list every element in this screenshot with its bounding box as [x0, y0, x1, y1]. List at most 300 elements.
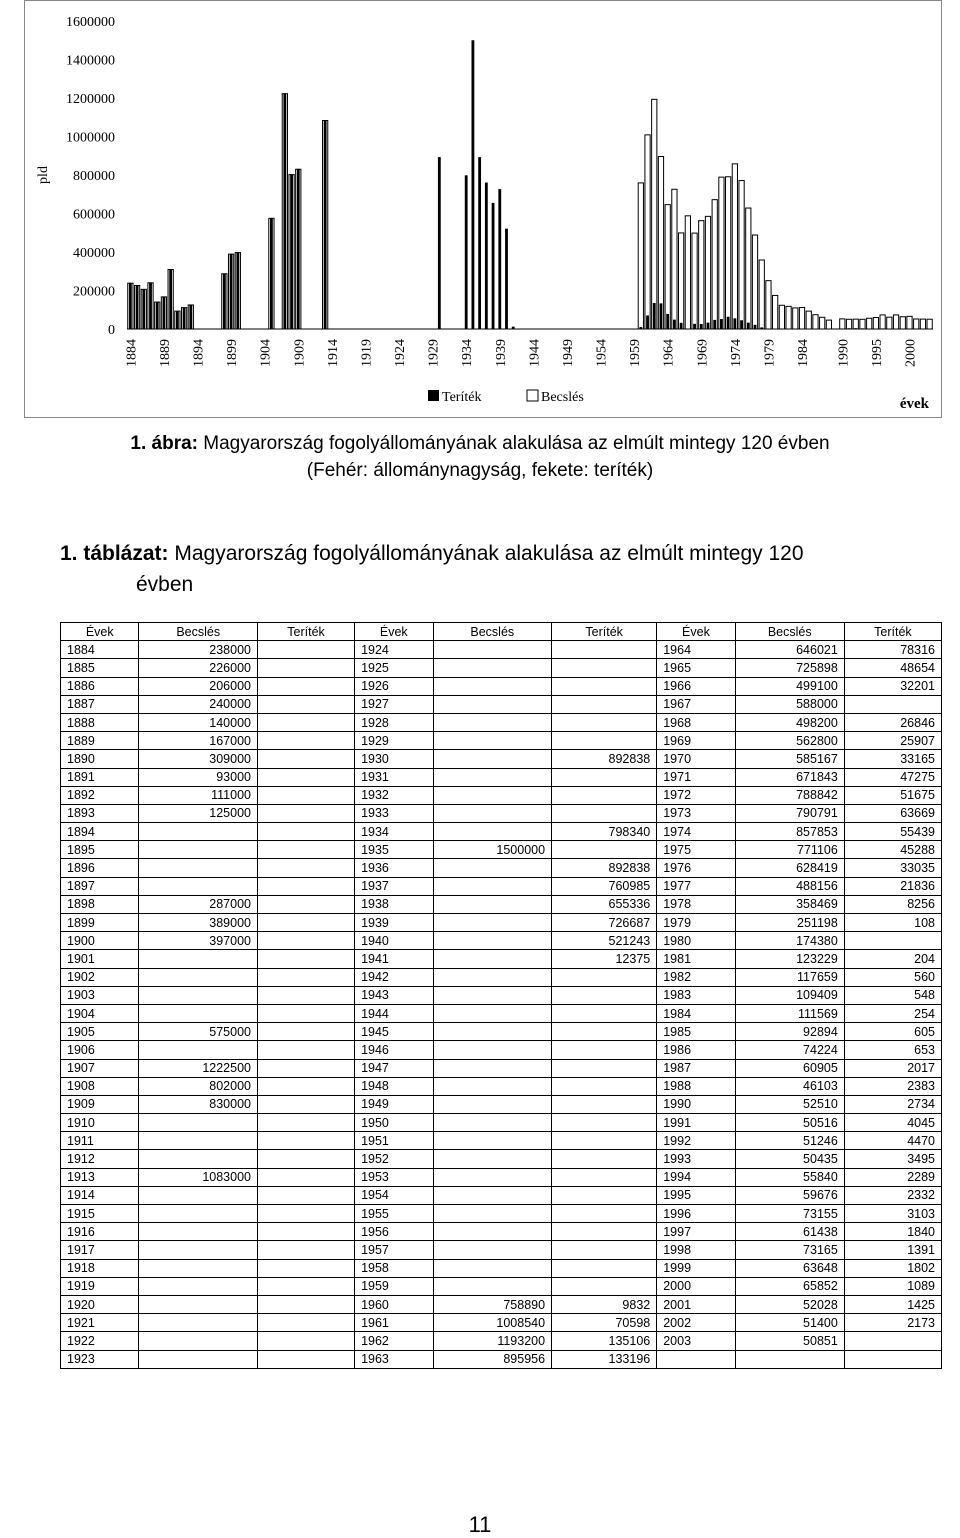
table-cell: [139, 841, 258, 859]
x-tick-label: 1884: [124, 339, 140, 367]
table-cell: 3495: [844, 1150, 941, 1168]
table-cell: [257, 968, 354, 986]
table-row: [61, 732, 942, 750]
table-cell: 74224: [735, 1041, 844, 1059]
bar-teritek: [700, 324, 703, 329]
table-cell: 1947: [355, 1059, 433, 1077]
bar-teritek: [169, 270, 172, 329]
bar-teritek: [740, 320, 743, 329]
bar-becsles: [705, 216, 710, 329]
table-cell: [433, 1114, 552, 1132]
table-cell: [139, 1223, 258, 1241]
table-cell: 45288: [844, 841, 941, 859]
table-cell: 254: [844, 1004, 941, 1022]
table-cell: 1982: [657, 968, 735, 986]
table-cell: 1985: [657, 1023, 735, 1041]
table-cell: 758890: [433, 1295, 552, 1313]
table-cell: 26846: [844, 713, 941, 731]
table-cell: 790791: [735, 804, 844, 822]
table-cell: 1919: [61, 1277, 139, 1295]
table-header-cell: Teríték: [844, 623, 941, 641]
table-cell: [433, 1186, 552, 1204]
table-cell: 73165: [735, 1241, 844, 1259]
table-cell: 1937: [355, 877, 433, 895]
table-cell: 1991: [657, 1114, 735, 1132]
x-tick-label: 1924: [393, 339, 409, 367]
bar-becsles: [672, 189, 677, 329]
table-cell: [257, 695, 354, 713]
table-cell: 1964: [657, 641, 735, 659]
x-tick-label: 1959: [628, 339, 644, 367]
figure-caption-text: Magyarország fogolyállományának alakulása az elmúlt mintegy 120 évben: [198, 433, 830, 454]
table-cell: 1984: [657, 1004, 735, 1022]
bar-teritek: [283, 94, 286, 329]
table-cell: [139, 986, 258, 1004]
table-cell: [139, 1332, 258, 1350]
table-cell: 111000: [139, 786, 258, 804]
table-cell: 1222500: [139, 1059, 258, 1077]
table-cell: [433, 1132, 552, 1150]
table-cell: 1988: [657, 1077, 735, 1095]
table-cell: 1904: [61, 1004, 139, 1022]
x-tick-label: 1964: [661, 339, 677, 367]
table-cell: 1885: [61, 659, 139, 677]
table-title-text: Magyarország fogolyállományának alakulása az elmúlt mintegy 120: [168, 542, 804, 565]
table-cell: [139, 1350, 258, 1368]
table-cell: [433, 950, 552, 968]
table-cell: [433, 786, 552, 804]
bar-teritek: [485, 183, 488, 329]
y-tick-label: 1400000: [66, 53, 115, 69]
table-cell: 117659: [735, 968, 844, 986]
table-cell: [433, 1150, 552, 1168]
table-row: [61, 859, 942, 877]
table-cell: 1391: [844, 1241, 941, 1259]
table-cell: 73155: [735, 1205, 844, 1223]
table-cell: 1959: [355, 1277, 433, 1295]
bar-becsles: [914, 319, 919, 329]
table-cell: [433, 986, 552, 1004]
table-cell: [433, 1241, 552, 1259]
table-cell: 1895: [61, 841, 139, 859]
table-cell: [139, 1259, 258, 1277]
table-cell: 1914: [61, 1186, 139, 1204]
table-cell: 2734: [844, 1095, 941, 1113]
table-cell: [257, 1332, 354, 1350]
table-header-cell: Becslés: [433, 623, 552, 641]
table-cell: 1886: [61, 677, 139, 695]
table-row: [61, 1004, 942, 1022]
table-cell: [257, 1186, 354, 1204]
table-cell: 1940: [355, 932, 433, 950]
table-cell: 12375: [552, 950, 657, 968]
table-cell: 1952: [355, 1150, 433, 1168]
table-cell: [139, 1295, 258, 1313]
table-cell: [257, 659, 354, 677]
bar-becsles: [907, 316, 912, 329]
table-cell: 46103: [735, 1077, 844, 1095]
bar-teritek: [754, 325, 757, 329]
table-title-line2: évben: [136, 573, 194, 596]
table-cell: 1897: [61, 877, 139, 895]
table-cell: [139, 1114, 258, 1132]
bar-teritek: [129, 283, 132, 329]
table-cell: 1960: [355, 1295, 433, 1313]
table-cell: 1925: [355, 659, 433, 677]
table-cell: [257, 1350, 354, 1368]
y-tick-label: 1000000: [66, 130, 115, 146]
table-cell: [257, 641, 354, 659]
table-cell: [433, 1205, 552, 1223]
table-row: [61, 1132, 942, 1150]
table-row: [61, 1095, 942, 1113]
table-cell: [433, 768, 552, 786]
table-cell: 1972: [657, 786, 735, 804]
table-cell: [257, 1004, 354, 1022]
table-row: [61, 1277, 942, 1295]
table-cell: 1890: [61, 750, 139, 768]
table-cell: 1901: [61, 950, 139, 968]
table-cell: [433, 1277, 552, 1295]
table-title: [60, 538, 960, 600]
table-cell: 1891: [61, 768, 139, 786]
table-cell: 1946: [355, 1041, 433, 1059]
table-cell: 174380: [735, 932, 844, 950]
table-cell: [552, 1205, 657, 1223]
table-cell: 109409: [735, 986, 844, 1004]
table-cell: 1995: [657, 1186, 735, 1204]
table-cell: [552, 695, 657, 713]
table-cell: [257, 1295, 354, 1313]
table-cell: [552, 1259, 657, 1277]
table-row: [61, 750, 942, 768]
table-header-cell: Teríték: [257, 623, 354, 641]
table-cell: 8256: [844, 895, 941, 913]
table-cell: 397000: [139, 932, 258, 950]
table-cell: [257, 1059, 354, 1077]
table-cell: 47275: [844, 768, 941, 786]
bar-teritek: [465, 175, 468, 329]
table-row: [61, 768, 942, 786]
table-cell: 1915: [61, 1205, 139, 1223]
bar-becsles: [652, 99, 657, 329]
table-cell: 51246: [735, 1132, 844, 1150]
table-cell: [139, 1186, 258, 1204]
table-cell: 1910: [61, 1114, 139, 1132]
table-cell: 1997: [657, 1223, 735, 1241]
table-row: [61, 1350, 942, 1368]
figure-caption-label: 1. ábra:: [130, 433, 198, 454]
table-cell: 55840: [735, 1168, 844, 1186]
bar-becsles: [726, 177, 731, 329]
table-row: [61, 1223, 942, 1241]
table-cell: 1990: [657, 1095, 735, 1113]
table-cell: 560: [844, 968, 941, 986]
table-cell: [433, 1095, 552, 1113]
table-cell: 92894: [735, 1023, 844, 1041]
bar-becsles: [638, 183, 643, 329]
bar-teritek: [270, 218, 273, 329]
table-cell: [257, 768, 354, 786]
table-cell: 788842: [735, 786, 844, 804]
table-cell: 857853: [735, 823, 844, 841]
table-cell: 1945: [355, 1023, 433, 1041]
table-cell: 3103: [844, 1205, 941, 1223]
table-cell: [257, 1241, 354, 1259]
table-cell: 1967: [657, 695, 735, 713]
table-row: [61, 1332, 942, 1350]
bar-teritek: [680, 323, 683, 329]
table-cell: [552, 986, 657, 1004]
x-tick-label: 1949: [560, 339, 576, 367]
table-cell: 1887: [61, 695, 139, 713]
bar-becsles: [759, 260, 764, 329]
bar-becsles: [826, 320, 831, 329]
table-cell: 60905: [735, 1059, 844, 1077]
table-cell: [257, 1023, 354, 1041]
x-tick-label: 1919: [359, 339, 375, 367]
table-cell: 1893: [61, 804, 139, 822]
table-row: [61, 895, 942, 913]
data-table: [60, 622, 942, 1369]
table-cell: [433, 804, 552, 822]
table-cell: [552, 968, 657, 986]
table-cell: 488156: [735, 877, 844, 895]
table-cell: 1500000: [433, 841, 552, 859]
table-cell: 1933: [355, 804, 433, 822]
table-cell: [552, 804, 657, 822]
bar-teritek: [727, 317, 730, 329]
table-cell: 1963: [355, 1350, 433, 1368]
table-cell: [257, 713, 354, 731]
table-cell: 1938: [355, 895, 433, 913]
legend-label-teritek: Teríték: [442, 390, 482, 405]
table-cell: 1977: [657, 877, 735, 895]
table-cell: 1999: [657, 1259, 735, 1277]
table-cell: 892838: [552, 859, 657, 877]
table-cell: [139, 1241, 258, 1259]
table-cell: 206000: [139, 677, 258, 695]
table-row: [61, 1114, 942, 1132]
table-cell: [257, 1223, 354, 1241]
table-cell: 2000: [657, 1277, 735, 1295]
bar-teritek: [707, 323, 710, 329]
table-row: [61, 1205, 942, 1223]
table-cell: [433, 877, 552, 895]
table-cell: [257, 877, 354, 895]
table-cell: 167000: [139, 732, 258, 750]
table-cell: [657, 1350, 735, 1368]
table-row: [61, 677, 942, 695]
table-cell: 2173: [844, 1314, 941, 1332]
table-cell: [139, 1132, 258, 1150]
bar-teritek: [189, 305, 192, 329]
table-cell: 1970: [657, 750, 735, 768]
figure-caption: [0, 430, 960, 484]
bar-becsles: [645, 135, 650, 329]
bar-teritek: [223, 274, 226, 329]
table-cell: [433, 1041, 552, 1059]
bar-becsles: [766, 281, 771, 329]
table-cell: 1951: [355, 1132, 433, 1150]
table-cell: [257, 1314, 354, 1332]
table-cell: 1909: [61, 1095, 139, 1113]
table-cell: [257, 1132, 354, 1150]
table-cell: [552, 713, 657, 731]
table-cell: 70598: [552, 1314, 657, 1332]
table-cell: 2002: [657, 1314, 735, 1332]
bar-becsles: [887, 317, 892, 329]
table-row: [61, 986, 942, 1004]
table-cell: 1900: [61, 932, 139, 950]
bar-becsles: [867, 318, 872, 329]
table-row: [61, 695, 942, 713]
table-cell: 93000: [139, 768, 258, 786]
table-cell: [257, 1150, 354, 1168]
table-cell: 108: [844, 914, 941, 932]
table-cell: 33035: [844, 859, 941, 877]
bar-teritek: [163, 297, 166, 329]
table-cell: 1929: [355, 732, 433, 750]
table-cell: 50851: [735, 1332, 844, 1350]
table-cell: 50435: [735, 1150, 844, 1168]
table-cell: 1969: [657, 732, 735, 750]
table-cell: [433, 914, 552, 932]
bar-becsles: [739, 181, 744, 329]
table-cell: 1936: [355, 859, 433, 877]
table-cell: 1942: [355, 968, 433, 986]
table-row: [61, 1168, 942, 1186]
table-cell: [257, 932, 354, 950]
table-cell: 1922: [61, 1332, 139, 1350]
table-cell: 725898: [735, 659, 844, 677]
table-cell: 1986: [657, 1041, 735, 1059]
x-axis-label: évek: [899, 396, 929, 412]
table-cell: 358469: [735, 895, 844, 913]
table-cell: 1941: [355, 950, 433, 968]
table-row: [61, 1314, 942, 1332]
bar-becsles: [853, 319, 858, 329]
bar-becsles: [900, 317, 905, 329]
table-cell: [139, 1004, 258, 1022]
table-cell: 65852: [735, 1277, 844, 1295]
table-cell: 1425: [844, 1295, 941, 1313]
table-cell: 1962: [355, 1332, 433, 1350]
table-cell: 628419: [735, 859, 844, 877]
x-tick-label: 1974: [728, 339, 744, 367]
bar-becsles: [806, 311, 811, 329]
table-cell: [257, 823, 354, 841]
table-cell: [433, 641, 552, 659]
table-row: [61, 1077, 942, 1095]
table-cell: [552, 659, 657, 677]
table-cell: [433, 1004, 552, 1022]
table-cell: 653: [844, 1041, 941, 1059]
table-cell: 63669: [844, 804, 941, 822]
bar-teritek: [673, 320, 676, 329]
table-cell: [844, 1350, 941, 1368]
table-cell: 55439: [844, 823, 941, 841]
bar-becsles: [779, 305, 784, 329]
bar-teritek: [492, 203, 495, 329]
bar-teritek: [471, 40, 474, 329]
bar-becsles: [699, 221, 704, 329]
table-cell: [139, 1277, 258, 1295]
table-cell: 1908: [61, 1077, 139, 1095]
table-cell: 123229: [735, 950, 844, 968]
table-row: [61, 1023, 942, 1041]
table-cell: [552, 1168, 657, 1186]
table-cell: [257, 677, 354, 695]
table-cell: 51400: [735, 1314, 844, 1332]
table-cell: [139, 1205, 258, 1223]
table-cell: 50516: [735, 1114, 844, 1132]
table-cell: [257, 914, 354, 932]
table-cell: [257, 1095, 354, 1113]
bar-becsles: [658, 157, 663, 329]
bar-becsles: [860, 319, 865, 329]
table-cell: 562800: [735, 732, 844, 750]
table-cell: 133196: [552, 1350, 657, 1368]
x-tick-label: 1984: [796, 339, 812, 367]
table-cell: [139, 823, 258, 841]
table-cell: 1892: [61, 786, 139, 804]
table-cell: 1896: [61, 859, 139, 877]
bar-teritek: [156, 302, 159, 329]
bar-teritek: [136, 285, 139, 329]
bar-teritek: [149, 283, 152, 329]
table-cell: 1899: [61, 914, 139, 932]
table-cell: [433, 968, 552, 986]
table-cell: 798340: [552, 823, 657, 841]
table-cell: 238000: [139, 641, 258, 659]
bar-becsles: [820, 317, 825, 329]
table-cell: 204: [844, 950, 941, 968]
table-row: [61, 713, 942, 731]
bar-teritek: [438, 157, 441, 329]
chart-frame: [24, 0, 942, 418]
table-cell: [433, 1077, 552, 1095]
x-tick-label: 1969: [695, 339, 711, 367]
table-cell: 1975: [657, 841, 735, 859]
table-cell: 1923: [61, 1350, 139, 1368]
table-cell: [257, 1259, 354, 1277]
table-cell: [433, 859, 552, 877]
bar-teritek: [747, 323, 750, 329]
y-tick-label: 1600000: [66, 15, 115, 30]
x-tick-label: 1894: [191, 339, 207, 367]
table-cell: 111569: [735, 1004, 844, 1022]
table-cell: 309000: [139, 750, 258, 768]
table-cell: [433, 895, 552, 913]
y-tick-label: 600000: [73, 207, 115, 223]
table-cell: [433, 1023, 552, 1041]
bar-becsles: [880, 315, 885, 329]
table-cell: [257, 732, 354, 750]
table-row: [61, 804, 942, 822]
table-cell: 1935: [355, 841, 433, 859]
table-cell: 2017: [844, 1059, 941, 1077]
table-row: [61, 841, 942, 859]
bar-teritek: [666, 314, 669, 329]
table-cell: 1907: [61, 1059, 139, 1077]
table-cell: 1980: [657, 932, 735, 950]
page-number: 11: [468, 1512, 492, 1537]
bar-teritek: [183, 308, 186, 329]
x-tick-label: 1944: [527, 339, 543, 367]
table-cell: [257, 841, 354, 859]
table-cell: 1894: [61, 823, 139, 841]
